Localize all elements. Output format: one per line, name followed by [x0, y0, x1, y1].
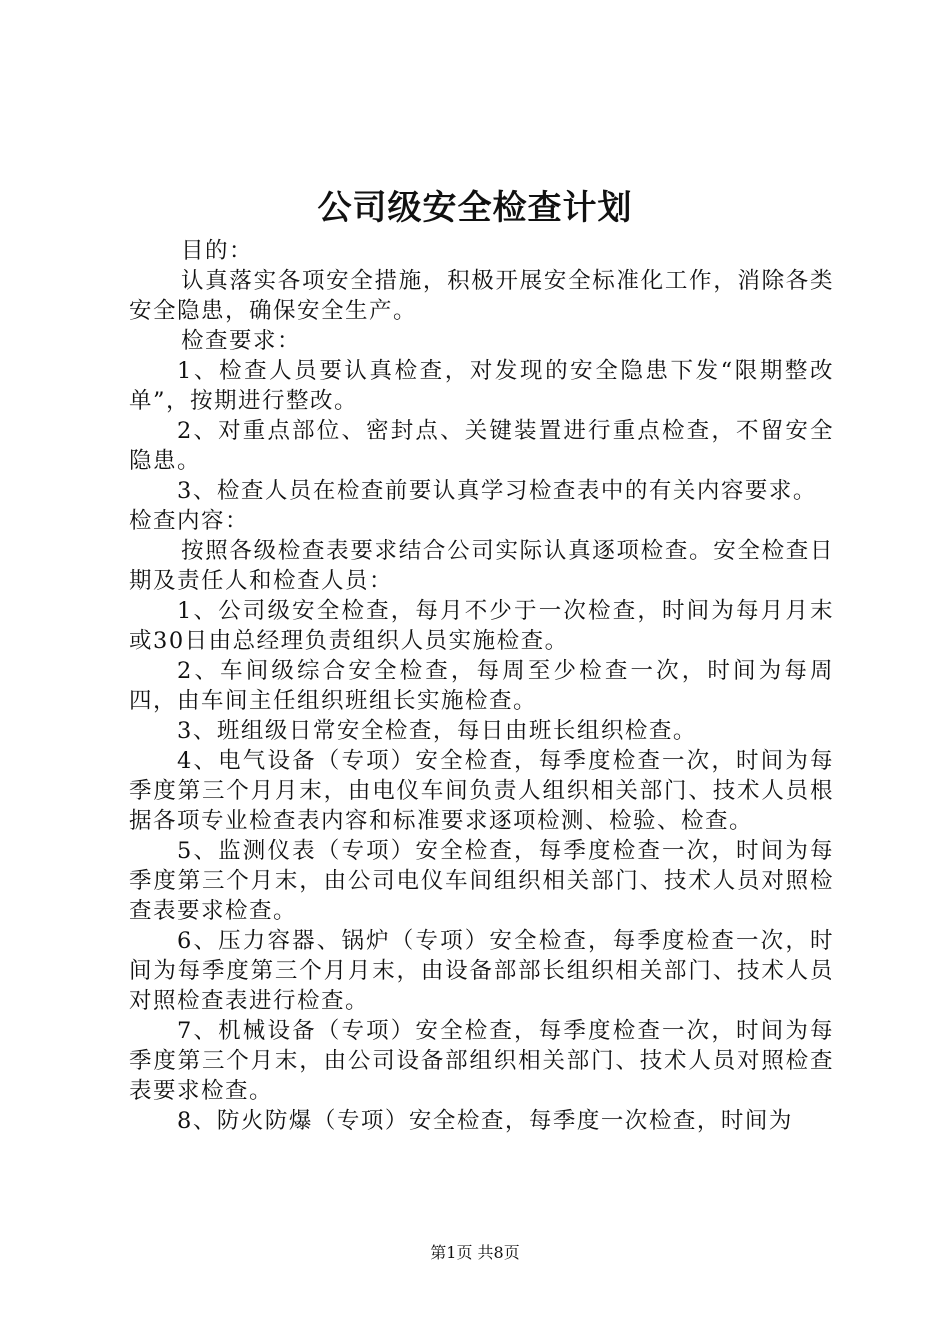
paragraph-inspection-4: 4、电气设备（专项）安全检查，每季度检查一次，时间为每季度第三个月月末，由电仪车间负责人组织相关部门、技术人员根据各项专业检查表内容和标准要求逐项检测、检验、检查。 — [129, 748, 834, 834]
paragraph-inspection-1: 1、公司级安全检查，每月不少于一次检查，时间为每月月末或30日由总经理负责组织人员实施检查。 — [129, 598, 834, 654]
paragraph-inspection-3: 3、班组级日常安全检查，每日由班长组织检查。 — [177, 718, 697, 744]
paragraph-purpose-heading: 目的： — [181, 238, 254, 264]
document-title: 公司级安全检查计划 — [317, 188, 633, 228]
paragraph-inspection-8: 8、防火防爆（专项）安全检查，每季度一次检查，时间为 — [177, 1108, 793, 1134]
paragraph-content-heading: 检查内容： — [129, 508, 250, 534]
paragraph-inspection-6: 6、压力容器、锅炉（专项）安全检查，每季度检查一次，时间为每季度第三个月月末，由设备部部长组织相关部门、技术人员对照检查表进行检查。 — [129, 928, 834, 1014]
paragraph-content-intro: 按照各级检查表要求结合公司实际认真逐项检查。安全检查日期及责任人和检查人员： — [129, 538, 834, 594]
paragraph-inspection-7: 7、机械设备（专项）安全检查，每季度检查一次，时间为每季度第三个月末，由公司设备部组织相关部门、技术人员对照检查表要求检查。 — [129, 1018, 834, 1104]
page-number-footer: 第1页 共8页 — [430, 1243, 520, 1262]
document-body — [129, 236, 834, 1136]
paragraph-inspection-2: 2、车间级综合安全检查，每周至少检查一次，时间为每周四，由车间主任组织班组长实施检查。 — [129, 658, 834, 714]
paragraph-inspection-5: 5、监测仪表（专项）安全检查，每季度检查一次，时间为每季度第三个月末，由公司电仪车间组织相关部门、技术人员对照检查表要求检查。 — [129, 838, 834, 924]
paragraph-requirements-heading: 检查要求： — [181, 328, 302, 354]
paragraph-requirement-3: 3、检查人员在检查前要认真学习检查表中的有关内容要求。 — [177, 478, 817, 504]
paragraph-purpose: 认真落实各项安全措施，积极开展安全标准化工作，消除各类安全隐患，确保安全生产。 — [129, 268, 834, 324]
paragraph-requirement-2: 2、对重点部位、密封点、关键装置进行重点检查，不留安全隐患。 — [129, 418, 834, 474]
paragraph-requirement-1: 1、检查人员要认真检查，对发现的安全隐患下发“限期整改单”，按期进行整改。 — [129, 358, 834, 414]
